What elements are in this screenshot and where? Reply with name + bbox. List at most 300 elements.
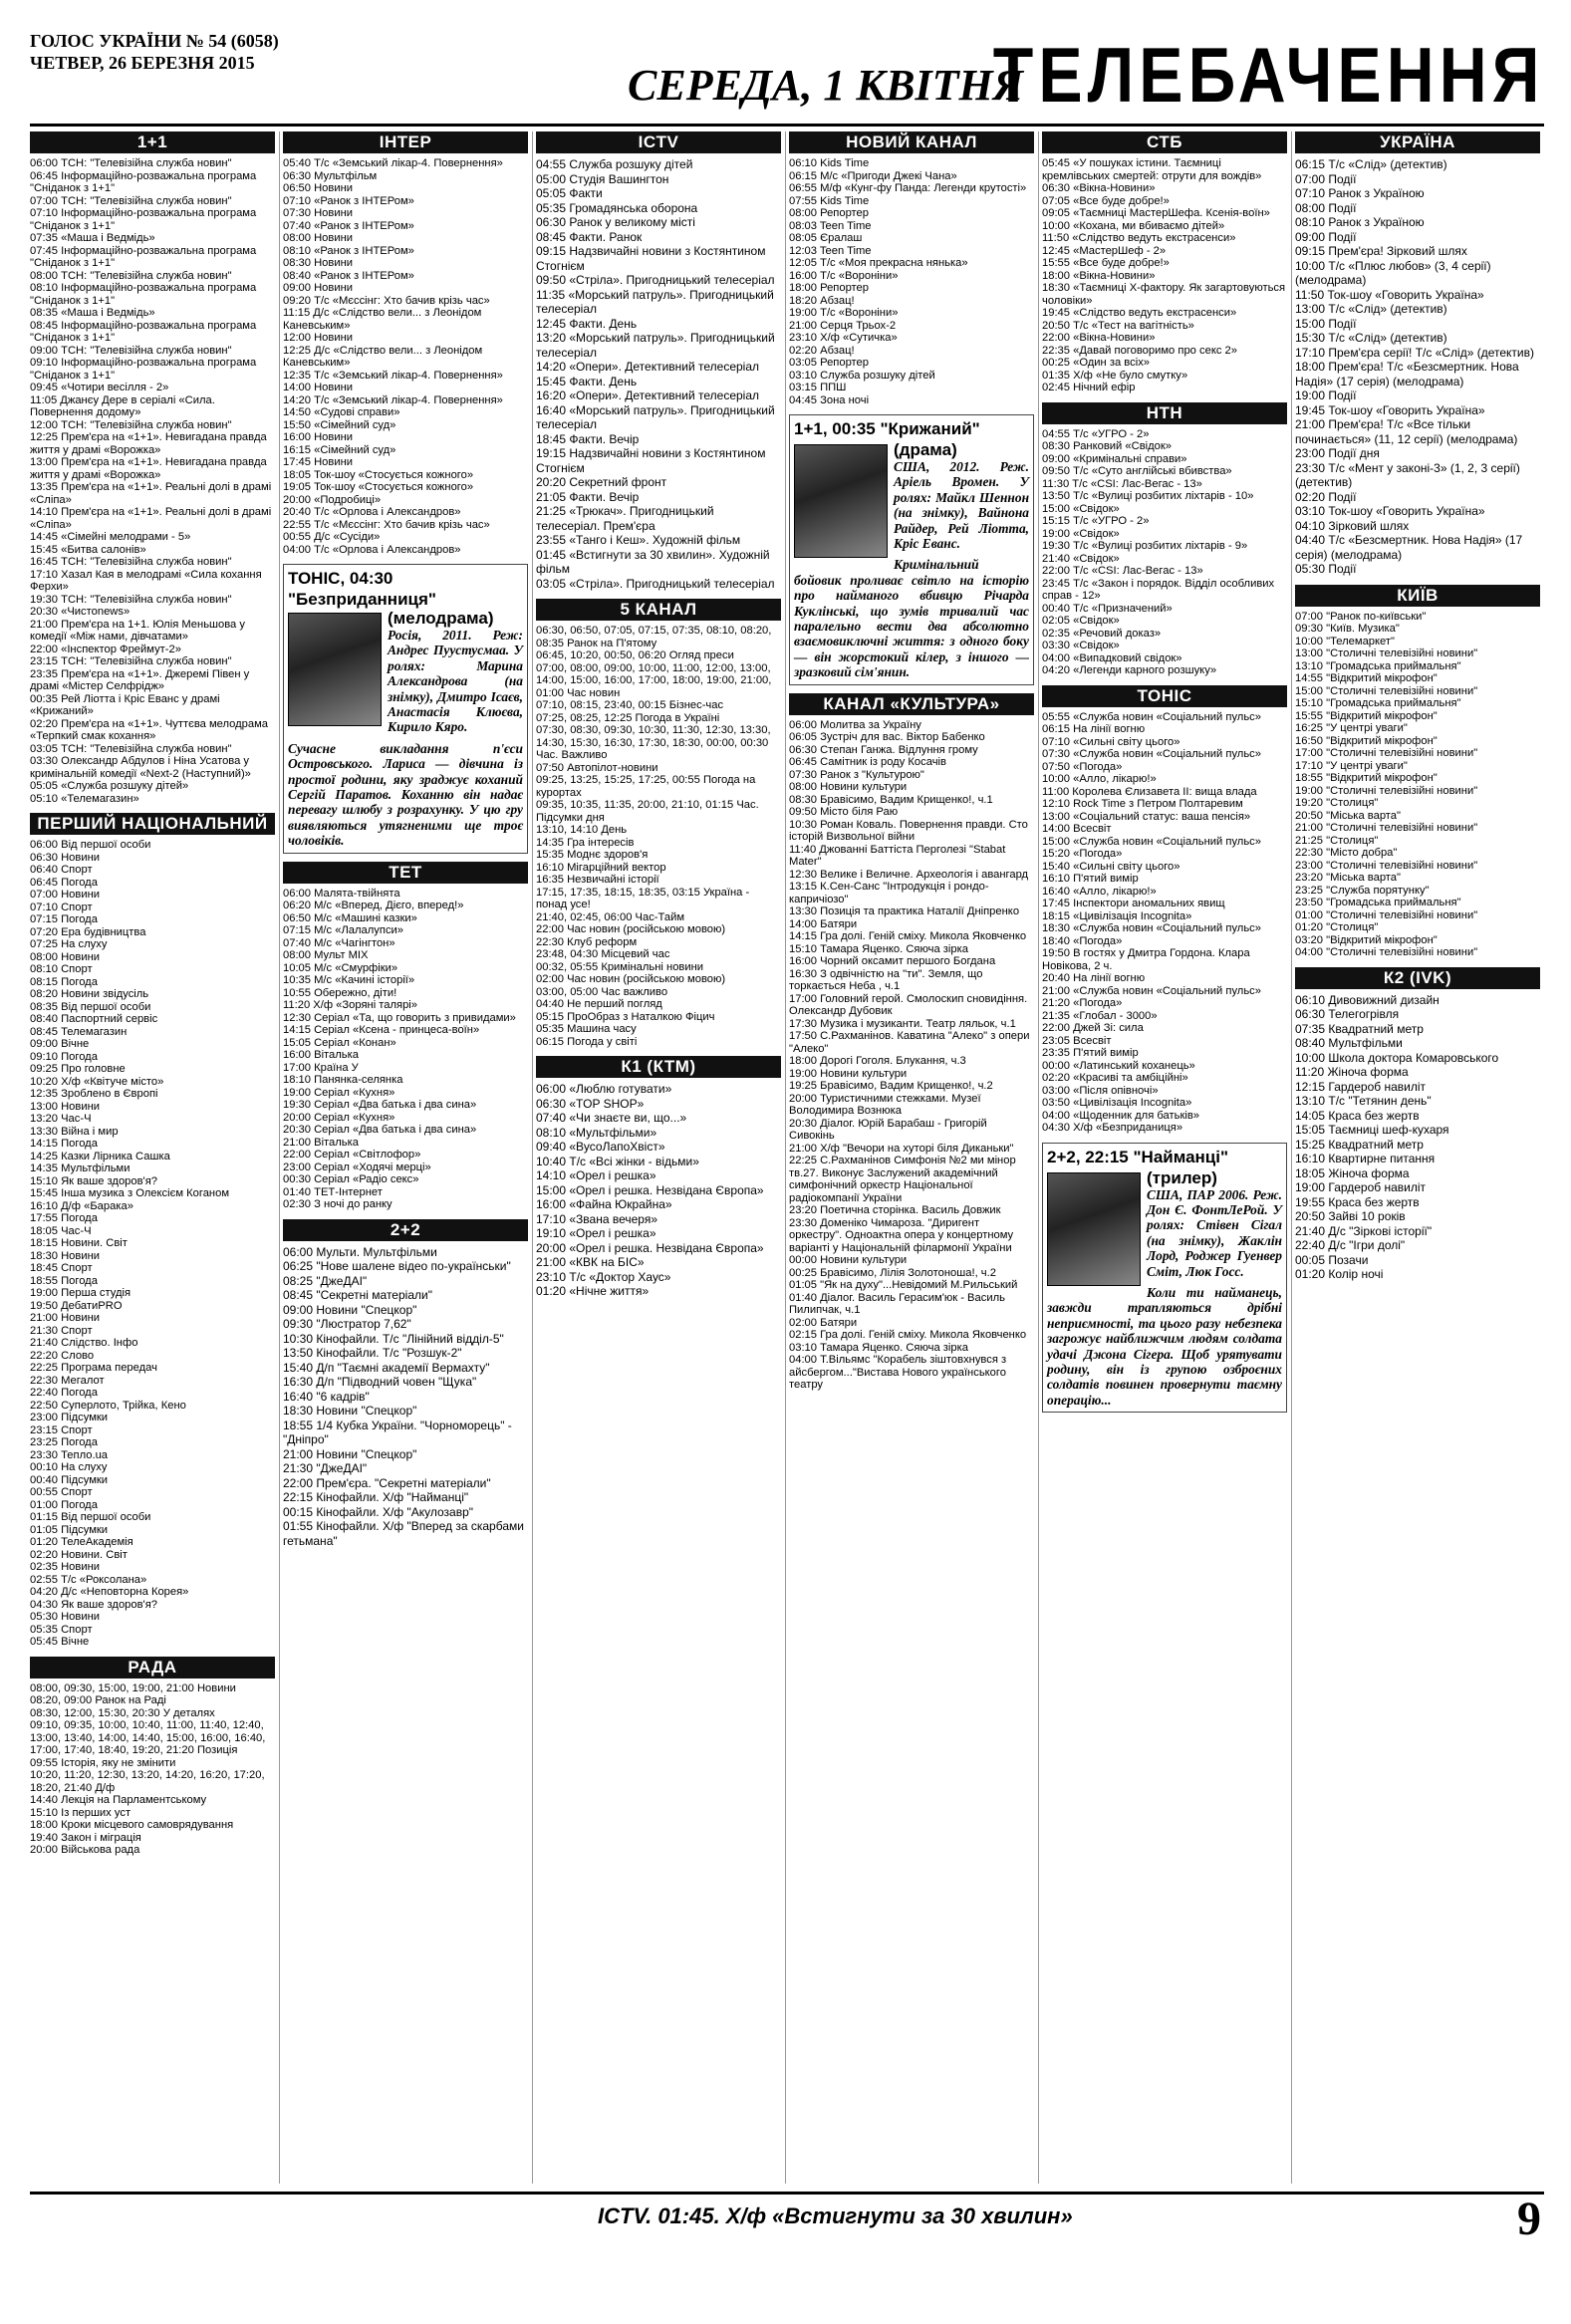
schedule-item: 19:40 Закон і міграція [30, 1831, 141, 1844]
schedule-item: 23:20 Поетична сторінка. Василь Довжик [789, 1204, 1001, 1217]
schedule-item: 04:55 Т/с «УГРО - 2» [1042, 427, 1150, 440]
top-rule [30, 124, 1544, 127]
schedule-item: 21:35 «Глобал - 3000» [1042, 1009, 1158, 1022]
schedule-item: 06:20 М/с «Вперед, Дієго, вперед!» [283, 900, 464, 912]
schedule-item: 02:15 Гра долі. Геній сміху. Микола Яковченко [789, 1329, 1027, 1342]
schedule-item: 07:20 Ера будівництва [30, 925, 146, 938]
schedule-item: 06:45, 10:20, 00:50, 06:20 Огляд преси [536, 649, 734, 661]
schedule-item: 07:35 «Маша і Ведмідь» [30, 232, 155, 244]
schedule-item: 19:00 "Столичні телевізійні новини" [1295, 784, 1478, 797]
schedule-item: 22:30 Клуб реформ [536, 935, 638, 948]
schedule-item: 09:05 «Таємниці МастерШефа. Ксенія-воїн» [1042, 207, 1270, 219]
schedule-item: 04:30 Як ваше здоров'я? [30, 1598, 157, 1611]
schedule-item: 16:10 П'ятий вимір [1042, 873, 1139, 885]
schedule-item: 13:00 Прем'єра на «1+1». Невигадана правда життя у драмі «Ворожка» [30, 456, 267, 481]
schedule-item: 08:03 Teen Time [789, 219, 872, 232]
schedule-item: 00:10 На слуху [30, 1461, 108, 1473]
column-divider [279, 131, 280, 2184]
schedule-item: 07:40 «Чи знаєте ви, що...» [536, 1111, 687, 1125]
schedule-item: 17:30 Музика і музиканти. Театр ляльок, ч.1 [789, 1017, 1016, 1030]
schedule-item: 09:50 «Стріла». Пригодницький телесеріал [536, 273, 775, 287]
broadcast-day: СЕРЕДА, 1 КВІТНЯ [628, 61, 1024, 110]
schedule-list [536, 625, 781, 1048]
schedule-item: 17:00 Країна У [283, 1061, 359, 1074]
schedule-list [1042, 711, 1287, 1135]
schedule-item: 01:55 Кінофайли. Х/ф "Вперед за скарбами гетьмана" [283, 1519, 524, 1548]
schedule-item: 07:05 «Все буде добре!» [1042, 194, 1170, 207]
schedule-item: 02:30 З ночі до ранку [283, 1198, 393, 1211]
channel-block [1042, 685, 1287, 1135]
schedule-item: 17:10 «Звана вечеря» [536, 1211, 657, 1226]
schedule-list [283, 888, 528, 1211]
schedule-item: 19:55 Краса без жертв [1295, 1194, 1420, 1209]
schedule-item: 07:35 Квадратний метр [1295, 1021, 1424, 1036]
schedule-item: 14:50 «Судові справи» [283, 406, 400, 418]
schedule-item: 05:40 Т/с «Земський лікар-4. Повернення» [283, 157, 503, 169]
schedule-item: 08:35 Від першої особи [30, 1000, 151, 1013]
schedule-item: 15:25 Квадратний метр [1295, 1137, 1424, 1152]
schedule-item: 05:45 Вічне [30, 1636, 90, 1648]
bottom-rule [30, 2192, 1544, 2195]
schedule-item: 11:40 Джованні Баттіста Перголезі "Stabat Mater" [789, 843, 1006, 869]
schedule-item: 21:00 «КВК на БІС» [536, 1255, 645, 1269]
schedule-item: 09:00 ТСН: "Телевізійна служба новин" [30, 344, 232, 357]
schedule-item: 00:00 Новини культури [789, 1254, 908, 1267]
schedule-item: 08:10 Ранок з Україною [1295, 215, 1425, 229]
schedule-item: 04:00 «Щоденник для батьків» [1042, 1109, 1199, 1122]
schedule-item: 18:00 Дорогі Гоголя. Блукання, ч.3 [789, 1055, 966, 1068]
schedule-item: 15:05 Таємниці шеф-кухаря [1295, 1123, 1449, 1137]
schedule-item: 21:00 Х/ф "Вечори на хуторі біля Диканьки" [789, 1142, 1014, 1155]
schedule-item: 15:10 Як ваше здоров'я? [30, 1174, 157, 1187]
schedule-item: 15:00 "Столичні телевізійні новини" [1295, 684, 1478, 697]
schedule-item: 19:00 Т/с «Вороніни» [789, 307, 899, 319]
schedule-item: 02:00 Батяри [789, 1316, 858, 1329]
schedule-item: 07:40 «Ранок з ІНТЕРом» [283, 219, 414, 232]
schedule-item: 08:00 Новини [283, 232, 354, 244]
schedule-item: 11:00 Королева Єлизавета II: вища влада [1042, 785, 1257, 798]
schedule-item: 16:30 Д/п "Підводний човен "Щука" [283, 1375, 477, 1390]
schedule-item: 03:10 Служба розшуку дітей [789, 369, 935, 382]
schedule-list [1042, 157, 1287, 394]
schedule-item: 22:35 «Давай поговоримо про секс 2» [1042, 344, 1237, 357]
schedule-item: 09:10 Погода [30, 1050, 98, 1063]
channel-name: НОВИЙ КАНАЛ [789, 131, 1034, 153]
schedule-item: 18:00 Прем'єра! Т/с «Безсмертник. Нова Надія» (17 серія) (мелодрама) [1295, 360, 1519, 388]
feature-synopsis: Коли ти найманець, завжди трапляються дрібні неприємності, та цього разу небезпека загрожує найближчим людям солдата удачі Джона Сігера. Щоб урятувати родину, він із групою озброєних солдатів повинен провернути таємну операцію... [1047, 1284, 1282, 1408]
schedule-item: 07:10 «Ранок з ІНТЕРом» [283, 194, 414, 207]
channel-name: 1+1 [30, 131, 275, 153]
feature-photo [1047, 1172, 1141, 1286]
schedule-item: 18:05 Ток-шоу «Стосується кожного» [283, 468, 474, 481]
schedule-item: 01:40 Діалог. Василь Герасим'юк - Василь Пилипчак, ч.1 [789, 1291, 1005, 1317]
schedule-item: 21:00 Серця Трьох-2 [789, 319, 897, 332]
schedule-item: 13:20 «Морський патруль». Пригодницький телесеріал [536, 331, 775, 360]
schedule-item: 16:00 Новини [283, 431, 354, 443]
schedule-item: 21:00 Новини [30, 1312, 101, 1324]
schedule-item: 09:10, 09:35, 10:00, 10:40, 11:00, 11:40, 12:40, 13:00, 13:40, 14:00, 14:40, 15:00, 16:00, 16:40, 17:00, 17:40, 18:40, 19:20, 21:20 Позиція [30, 1719, 266, 1756]
schedule-item: 19:10 «Орел і решка» [536, 1226, 656, 1240]
schedule-item: 16:40 «Алло, лікарю!» [1042, 885, 1157, 898]
feature-title: ТОНІС, 04:30 [288, 569, 393, 588]
schedule-item: 22:15 Кінофайли. Х/ф "Найманці" [283, 1490, 469, 1505]
channel-name: УКРАЇНА [1295, 131, 1540, 153]
schedule-item: 23:05 Всесвіт [1042, 1034, 1112, 1047]
schedule-item: 07:00, 08:00, 09:00, 10:00, 11:00, 12:00, 13:00, 14:00, 15:00, 16:00, 17:00, 18:00, 19:00, 21:00, 01:00 Час новин [536, 661, 772, 699]
schedule-item: 23:15 Спорт [30, 1423, 93, 1436]
schedule-item: 05:05 «Служба розшуку дітей» [30, 780, 189, 792]
schedule-item: 19:00 Перша студія [30, 1287, 131, 1299]
schedule-item: 10:35 М/с «Качині історії» [283, 974, 415, 987]
schedule-item: 12:10 Rock Time з Петром Полтаревим [1042, 798, 1243, 810]
channel-block [789, 693, 1034, 1392]
schedule-item: 14:20 «Опери». Детективний телесеріал [536, 360, 760, 374]
schedule-item: 23:00 Підсумки [30, 1412, 109, 1423]
schedule-item: 01:00 Погода [30, 1498, 98, 1511]
feature-credits: США, ПАР 2006. Реж. Дон Є. ФонтЛеРой. У ролях: Стівен Сігал (на знімку), Жаклін Лорд, Роджер Гуенвер Сміт, Люк Госс. [1147, 1186, 1282, 1279]
channel-name: КАНАЛ «КУЛЬТУРА» [789, 693, 1034, 715]
schedule-item: 00:25 «Один за всіх» [1042, 357, 1151, 369]
schedule-item: 18:00 Репортер [789, 282, 869, 294]
schedule-item: 14:10 «Орел і решка» [536, 1168, 656, 1182]
channel-name: НТН [1042, 402, 1287, 424]
schedule-item: 13:10 "Громадська приймальня" [1295, 659, 1461, 672]
schedule-item: 11:50 «Слідство ведуть екстрасенси» [1042, 232, 1236, 244]
column-divider [1291, 131, 1292, 2184]
schedule-item: 13:00 "Столичні телевізійні новини" [1295, 647, 1478, 659]
schedule-item: 01:00 "Столичні телевізійні новини" [1295, 908, 1478, 921]
schedule-item: 08:00 Мульт MIX [283, 949, 369, 962]
column-divider [1038, 131, 1039, 2184]
schedule-item: 15:05 Серіал «Конан» [283, 1036, 396, 1049]
schedule-item: 15:50 «Сімейний суд» [283, 418, 396, 431]
schedule-item: 18:55 1/4 Кубка України. "Чорноморець" - "Дніпро" [283, 1418, 512, 1447]
schedule-item: 08:40 Паспортний сервіс [30, 1013, 158, 1025]
schedule-item: 00:40 Т/с «Призначений» [1042, 602, 1173, 615]
channel-block [283, 1219, 528, 1549]
schedule-item: 06:15 Т/с «Слід» (детектив) [1295, 157, 1447, 171]
schedule-list [30, 157, 275, 805]
channel-name: РАДА [30, 1657, 275, 1678]
schedule-item: 07:40 М/с «Чагінгтон» [283, 936, 395, 949]
schedule-item: 14:05 Краса без жертв [1295, 1108, 1420, 1123]
feature-box [1042, 1143, 1287, 1414]
section-title: ТЕЛЕБАЧЕННЯ [992, 31, 1544, 119]
schedule-item: 15:10 Тамара Яценко. Сяюча зірка [789, 942, 968, 955]
schedule-item: 04:00 Т.Вільямс "Корабель зіштовхнувся з айсбергом..."Вистава Нового українського театру [789, 1354, 1007, 1392]
schedule-item: 22:00 «Інспектор Фреймут-2» [30, 643, 181, 655]
schedule-item: 14:00 Всесвіт [1042, 823, 1112, 835]
schedule-item: 04:10 Зірковий шлях [1295, 518, 1410, 533]
schedule-item: 18:05 Час-Ч [30, 1224, 92, 1237]
schedule-item: 06:45 Самітник із роду Косачів [789, 756, 946, 769]
channel-block [30, 1657, 275, 1857]
schedule-item: 22:30 Мегалот [30, 1374, 105, 1387]
schedule-item: 14:35 Гра інтересів [536, 836, 635, 849]
schedule-item: 08:30 Ранковий «Свідок» [1042, 440, 1172, 452]
schedule-item: 16:00 Чорний оксамит першого Богдана [789, 955, 996, 968]
channel-block [536, 599, 781, 1048]
schedule-item: 09:15 Прем'єра! Зірковий шлях [1295, 244, 1467, 258]
schedule-item: 16:15 «Сімейний суд» [283, 443, 396, 456]
schedule-item: 06:10 Дивовижний дизайн [1295, 992, 1440, 1007]
schedule-item: 22:00 «Вікна-Новини» [1042, 332, 1156, 344]
channel-block [283, 131, 528, 556]
schedule-item: 09:25 Про головне [30, 1063, 126, 1075]
schedule-item: 23:35 Прем'єра на «1+1». Джеремі Півен у драмі «Містер Селфрідж» [30, 667, 250, 692]
schedule-item: 19:30 Т/с «Вулиці розбитих ліхтарів - 9» [1042, 540, 1248, 552]
schedule-item: 19:45 «Слідство ведуть екстрасенси» [1042, 307, 1237, 319]
schedule-item: 08:40 Мультфільми [1295, 1036, 1403, 1050]
channel-block [536, 131, 781, 591]
schedule-item: 19:05 Ток-шоу «Стосується кожного» [283, 481, 474, 493]
schedule-item: 12:35 Зроблено в Європі [30, 1088, 158, 1100]
schedule-item: 10:00 «Алло, лікарю!» [1042, 773, 1157, 785]
schedule-item: 10:05 М/с «Смурфіки» [283, 961, 398, 974]
schedule-item: 13:10 Т/с "Тетянин день" [1295, 1094, 1432, 1108]
schedule-item: 16:10 Мігарційний вектор [536, 861, 666, 874]
column-divider [532, 131, 533, 2184]
schedule-item: 10:00 "Телемаркет" [1295, 635, 1395, 647]
schedule-item: 05:30 Події [1295, 562, 1357, 576]
channel-block [789, 131, 1034, 406]
schedule-item: 05:55 «Служба новин «Соціальний пульс» [1042, 710, 1261, 723]
schedule-item: 01:20 "Столиця" [1295, 921, 1379, 933]
schedule-item: 09:50 Місто біля Раю [789, 806, 899, 819]
schedule-item: 16:10 Квартирне питання [1295, 1152, 1436, 1165]
schedule-item: 06:45 Інформаційно-розважальна програма "Сніданок з 1+1" [30, 169, 257, 194]
issue-number: ГОЛОС УКРАЇНИ № 54 (6058) [30, 31, 279, 51]
schedule-item: 20:30 «Чистоnews» [30, 606, 131, 618]
schedule-item: 22:00 Джей Зі: сила [1042, 1022, 1144, 1034]
schedule-item: 21:00 Прем'єра на 1+1. Юлія Меньшова у комедії «Між нами, дівчатами» [30, 618, 245, 643]
schedule-item: 16:50 "Відкритий мікрофон" [1295, 734, 1438, 747]
channel-block [1042, 131, 1287, 394]
schedule-item: 23:30 Тепло.ua [30, 1448, 109, 1461]
schedule-item: 07:10 «Сильні світу цього» [1042, 735, 1180, 748]
schedule-item: 04:00 "Столичні телевізійні новини" [1295, 946, 1478, 958]
feature-genre: (трилер) [1147, 1167, 1217, 1187]
schedule-item: 06:30 Мультфільм [283, 169, 378, 182]
schedule-item: 06:15 На лінії вогню [1042, 723, 1146, 735]
schedule-item: 12:45 Факти. День [536, 316, 638, 331]
schedule-item: 21:30 "ДжеДАІ" [283, 1461, 368, 1476]
schedule-item: 08:00 Події [1295, 200, 1357, 215]
schedule-item: 09:00 Новини "Спецкор" [283, 1302, 417, 1317]
page-number: 9 [1517, 2193, 1541, 2245]
schedule-item: 08:45 Телемагазин [30, 1025, 128, 1038]
schedule-item: 06:55 М/ф «Кунг-фу Панда: Легенди крутості» [789, 182, 1027, 194]
schedule-item: 18:15 «Цивілізація Incognita» [1042, 909, 1192, 922]
schedule-item: 22:40 Д/с "Ігри долі" [1295, 1238, 1406, 1252]
schedule-item: 11:15 Д/с «Слідство вели... з Леонідом Каневським» [283, 307, 482, 332]
schedule-item: 12:25 Прем'єра на «1+1». Невигадана правда життя у драмі «Ворожка» [30, 431, 267, 456]
schedule-list [1295, 157, 1540, 577]
schedule-item: 05:30 Новини [30, 1611, 101, 1623]
schedule-item: 23:25 Погода [30, 1436, 98, 1448]
schedule-item: 09:25, 13:25, 15:25, 17:25, 00:55 Погода на курортах [536, 774, 756, 799]
schedule-item: 06:00 Молитва за Україну [789, 718, 921, 731]
channel-name: ICTV [536, 131, 781, 153]
schedule-item: 04:20 Д/с «Неповторна Корея» [30, 1586, 189, 1598]
schedule-list [789, 719, 1034, 1392]
schedule-item: 01:15 Від першої особи [30, 1511, 151, 1523]
channel-block [536, 1056, 781, 1299]
schedule-item: 08:00 Репортер [789, 207, 869, 219]
schedule-item: 10:00 Т/с «Плюс любов» (3, 4 серії) (мелодрама) [1295, 258, 1491, 287]
schedule-item: 18:00 «Вікна-Новини» [1042, 269, 1156, 282]
schedule-item: 19:30 Серіал «Два батька і два сина» [283, 1099, 477, 1112]
schedule-item: 07:45 Інформаційно-розважальна програма "Сніданок з 1+1" [30, 244, 257, 269]
schedule-item: 16:20 «Опери». Детективний телесеріал [536, 388, 760, 402]
feature-photo [288, 613, 382, 726]
schedule-item: 14:35 Мультфільми [30, 1162, 131, 1174]
schedule-item: 18:30 «Служба новин «Соціальний пульс» [1042, 922, 1261, 934]
schedule-item: 08:35 «Маша і Ведмідь» [30, 307, 155, 319]
schedule-item: 16:35 Незвичайні історії [536, 874, 659, 886]
schedule-item: 00:32, 05:55 Кримінальні новини [536, 960, 704, 973]
schedule-item: 14:40 Лекція на Парламентському [30, 1794, 207, 1806]
schedule-item: 00:40 Підсумки [30, 1473, 109, 1486]
issue-date: ЧЕТВЕР, 26 БЕРЕЗНЯ 2015 [30, 53, 255, 73]
schedule-item: 12:25 Д/с «Слідство вели... з Леонідом Каневським» [283, 344, 483, 369]
schedule-item: 06:00 ТСН: "Телевізійна служба новин" [30, 157, 232, 169]
schedule-item: 22:25 Програма передач [30, 1362, 157, 1374]
schedule-item: 09:00 «Кримінальні справи» [1042, 452, 1187, 465]
schedule-item: 07:00 ТСН: "Телевізійна служба новин" [30, 194, 232, 207]
channel-block [1042, 402, 1287, 677]
schedule-item: 06:30 Телегогрівля [1295, 1007, 1400, 1021]
channel-name: ІНТЕР [283, 131, 528, 153]
schedule-list [536, 1082, 781, 1299]
schedule-item: 20:40 На лінії вогню [1042, 972, 1146, 984]
schedule-item: 10:30 Кінофайли. Т/с "Лінійний відділ-5" [283, 1331, 504, 1346]
schedule-item: 07:15 М/с «Лалалупси» [283, 924, 404, 937]
schedule-item: 01:40 ТЕТ-Інтернет [283, 1185, 383, 1198]
feature-film-name: "Безприданниця" [288, 590, 436, 609]
schedule-item: 21:25 "Столиця" [1295, 834, 1379, 847]
schedule-item: 07:50 «Погода» [1042, 760, 1123, 773]
schedule-item: 08:00 ТСН: "Телевізійна служба новин" [30, 269, 232, 282]
schedule-item: 20:30 Серіал «Два батька і два сина» [283, 1124, 477, 1137]
schedule-item: 15:55 «Все буде добре!» [1042, 257, 1170, 269]
schedule-item: 21:00 Новини "Спецкор" [283, 1446, 417, 1461]
schedule-item: 02:20 Події [1295, 489, 1357, 504]
schedule-item: 20:00 Військова рада [30, 1844, 140, 1856]
schedule-item: 07:55 Kids Time [789, 194, 870, 207]
schedule-item: 17:10 Хазал Кая в мелодрамі «Сила кохання Ферхи» [30, 568, 262, 593]
channel-block [1295, 131, 1540, 577]
schedule-item: 13:10, 14:10 День [536, 824, 628, 836]
schedule-item: 15:45 Факти. День [536, 374, 638, 388]
schedule-item: 11:20 Х/ф «Зоряні талярі» [283, 999, 418, 1012]
schedule-item: 15:10 "Громадська приймальня" [1295, 697, 1461, 709]
schedule-item: 08:15 Погода [30, 975, 98, 988]
channel-block [1295, 967, 1540, 1282]
schedule-item: 03:50 «Цивілізація Incognita» [1042, 1097, 1192, 1109]
schedule-list [536, 157, 781, 591]
schedule-item: 22:00 Прем'єра. "Секретні матеріали" [283, 1475, 491, 1490]
schedule-item: 05:35 Машина часу [536, 1023, 637, 1035]
schedule-item: 13:30 Війна і мир [30, 1125, 119, 1138]
schedule-item: 23:00 Серіал «Ходячі мерці» [283, 1161, 431, 1173]
schedule-item: 21:00 Прем'єра! Т/с «Все тільки починається» (11, 12 серії) (мелодрама) [1295, 417, 1518, 446]
schedule-item: 08:10 «Ранок з ІНТЕРом» [283, 244, 414, 257]
schedule-item: 07:00 Події [1295, 171, 1357, 186]
schedule-item: 15:00 Події [1295, 316, 1357, 331]
schedule-item: 08:25 "ДжеДАІ" [283, 1273, 368, 1288]
schedule-item: 00:15 Кінофайли. Х/ф "Акулозавр" [283, 1504, 474, 1519]
schedule-item: 00:35 Рей Ліотта і Кріс Еванс у драмі «Крижаний» [30, 692, 220, 717]
schedule-item: 13:20 Час-Ч [30, 1113, 92, 1125]
schedule-item: 08:45 Факти. Ранок [536, 229, 643, 244]
schedule-item: 20:40 Т/с «Орлова і Александров» [283, 506, 461, 518]
schedule-item: 05:10 «Телемагазин» [30, 792, 139, 805]
schedule-item: 15:00 «Орел і решка. Незвідана Європа» [536, 1182, 764, 1197]
schedule-item: 00:00 «Латинський коханець» [1042, 1059, 1195, 1072]
schedule-list [1042, 428, 1287, 677]
schedule-item: 08:20 Новини звідусіль [30, 988, 149, 1000]
schedule-item: 08:40 «Ранок з ІНТЕРом» [283, 269, 414, 282]
schedule-item: 12:00 ТСН: "Телевізійна служба новин" [30, 418, 232, 431]
column-divider [785, 131, 786, 2184]
schedule-item: 14:45 «Сімейні мелодрами - 5» [30, 531, 191, 543]
schedule-item: 06:30 «TOP SHOP» [536, 1096, 645, 1111]
schedule-item: 20:00 Туристичними стежками. Музеї Володимира Вознюка [789, 1092, 981, 1118]
schedule-item: 10:20 Х/ф «Квітуче місто» [30, 1075, 164, 1088]
schedule-item: 03:05 ТСН: "Телевізійна служба новин" [30, 742, 232, 755]
schedule-item: 15:45 «Битва салонів» [30, 543, 146, 556]
schedule-item: 20:00 «Подробиці» [283, 493, 382, 506]
schedule-item: 19:00 Події [1295, 388, 1357, 402]
listings-grid [30, 131, 1544, 2184]
schedule-item: 17:00 Головний герой. Смолоскип сновидіння. Олександр Дубовик [789, 992, 1028, 1018]
schedule-list [789, 157, 1034, 406]
schedule-item: 04:40 Т/с «Безсмертник. Нова Надія» (17 серія) (мелодрама) [1295, 533, 1523, 562]
schedule-item: 23:30 Доменіко Чимароза. "Диригент оркестру". Одноактна опера у концертному варіанті у Національній філармонії України [789, 1216, 1014, 1254]
issue-info [30, 30, 279, 74]
schedule-item: 16:00 Віталька [283, 1049, 359, 1062]
schedule-item: 06:30 Ранок у великому місті [536, 215, 695, 229]
schedule-item: 15:15 Т/с «УГРО - 2» [1042, 515, 1150, 527]
schedule-item: 14:10 Прем'єра на «1+1». Реальні долі в драмі «Сліпа» [30, 506, 272, 531]
schedule-item: 06:25 "Нове шалене відео по-українськи" [283, 1259, 511, 1274]
column-6 [1295, 131, 1540, 2184]
schedule-item: 03:30 Олександр Абдулов і Ніна Усатова у кримінальній комедії «Next-2 (Наступний)» [30, 755, 251, 780]
schedule-item: 20:00 «Орел і решка. Незвідана Європа» [536, 1240, 764, 1255]
channel-name: ТОНІС [1042, 685, 1287, 707]
schedule-item: 06:00 Мульти. Мультфільми [283, 1244, 437, 1259]
schedule-item: 01:20 «Нічне життя» [536, 1284, 650, 1298]
schedule-item: 05:00 Студія Вашингтон [536, 171, 669, 186]
schedule-item: 08:45 "Секретні матеріали" [283, 1288, 432, 1303]
schedule-item: 14:25 Казки Лірника Сашка [30, 1150, 170, 1162]
schedule-item: 12:45 «МастерШеф - 2» [1042, 244, 1167, 257]
feature-title: 2+2, 22:15 "Найманці" [1047, 1147, 1229, 1166]
schedule-item: 05:45 «У пошуках істини. Таємниці кремлівських смертей: отрути для вождів» [1042, 157, 1262, 182]
schedule-item: 20:50 Зайві 10 років [1295, 1209, 1406, 1223]
schedule-item: 11:05 Джанєу Дере в серіалі «Сила. Повернення додому» [30, 393, 215, 418]
schedule-item: 09:50 Т/с «Суто англійські вбивства» [1042, 465, 1232, 477]
schedule-item: 06:00 Від першої особи [30, 839, 151, 851]
schedule-item: 15:40 Д/п "Таємні академії Вермахту" [283, 1360, 490, 1375]
schedule-item: 09:00 Новини [283, 282, 354, 294]
schedule-item: 03:05 Репортер [789, 357, 869, 369]
schedule-list [1295, 993, 1540, 1282]
schedule-item: 09:55 Історія, яку не змінити [30, 1756, 176, 1769]
schedule-item: 19:25 Бравісимо, Вадим Крищенко!, ч.2 [789, 1080, 993, 1093]
feature-synopsis: Кримінальний бойовик проливає світло на історію про найманого вбивцю Річарда Куклінські, що зумів тривалий час паралельно вести два абсолютно взаємовиключні життя: з одного боку — він жорстокий кілер, з іншого — зразковий сім'янин. [794, 557, 1029, 680]
